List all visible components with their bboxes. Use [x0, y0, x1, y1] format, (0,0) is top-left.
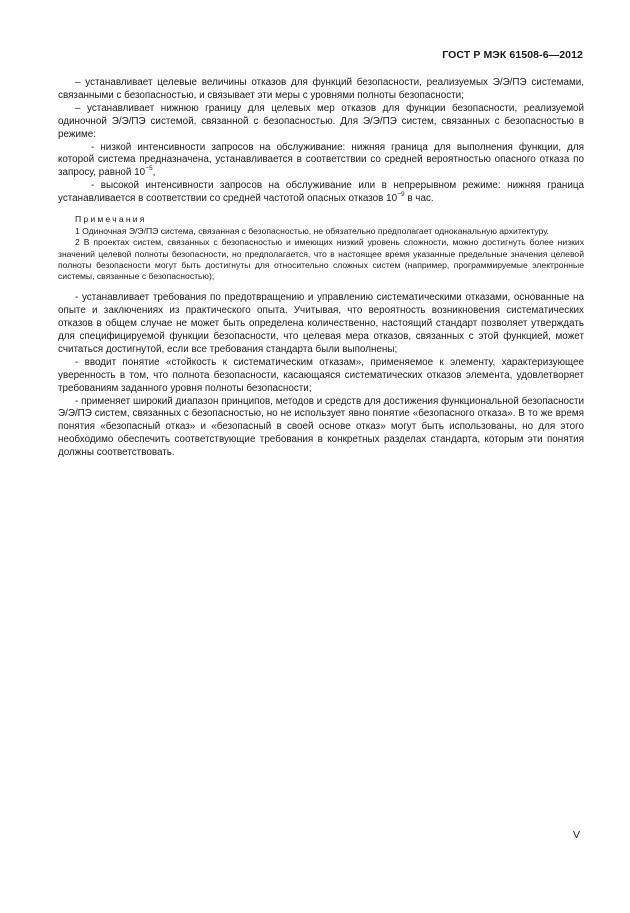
- standard-header: ГОСТ Р МЭК 61508-6—2012: [442, 49, 583, 61]
- page-number: V: [572, 829, 580, 841]
- paragraph-systematic-requirements: - устанавливает требования по предотвращению и управлению систематическими отказами, основанные на опыте и заключениях из практического опыта. Учитывая, что вероятность возникновения систематических отказов в общем случае не может быть определена количественно, настоящий стандарт позволяет утверждать для специфицируемой функции безопасности, что целевая мера отказов, связанных с этой функцией, может считаться достигнутой, если все требования стандарта были выполнены;: [58, 292, 584, 355]
- note-2: 2 В проектах систем, связанных с безопасностью и имеющих низкий уровень сложности, можно достигнуть более низких значений целевой полноты безопасности, но предполагается, что в настоящее время указанные предельные значения целевой полноты безопасности могут быть достигнуты для относительно сложных систем (например, программируемые электронные системы, связанные с безопасностью);: [58, 237, 584, 282]
- paragraph-systematic-capability: - вводит понятие «стойкость к систематическим отказам», применяемое к элементу, характеризующее уверенность в том, что полнота безопасности, касающаяся систематических отказов элемента, удовлетворяет требованиям заданного уровня полноты безопасности;: [58, 356, 584, 394]
- high-demand-text: - высокой интенсивности запросов на обслуживание или в непрерывном режиме: нижняя граница устанавливается в соответствии со средней частотой опасных отказов 10: [58, 180, 584, 205]
- systematic-failures-block: [58, 292, 584, 460]
- notes-title: Примечания: [75, 214, 147, 225]
- high-demand-end: в час.: [404, 193, 434, 205]
- low-demand-exponent: −5: [145, 165, 153, 173]
- paragraph-safe-failure: - применяет широкий диапазон принципов, методов и средств для достижения функциональной безопасности Э/Э/ПЭ систем, связанных с безопасностью, но не использует явно понятие «безопасного отказа». В то же время понятия «безопасный отказ» и «безопасный в своей основе отказ» могут быть использованы, но для этого необходимо обеспечить соответствующие требования в конкретных разделах стандарта, которым эти понятия должны соответствовать.: [58, 395, 584, 459]
- body-text: [58, 77, 584, 460]
- low-demand-end: ,: [152, 167, 156, 179]
- notes-block: [58, 214, 584, 282]
- note-1: 1 Одиночная Э/Э/ПЭ система, связанная с безопасностью, не обязательно предполагает одноканальную архитектуру.: [75, 226, 550, 237]
- paragraph-target-failure-values: – устанавливает целевые величины отказов для функций безопасности, реализуемых Э/Э/ПЭ системами, связанными с безопасностью, и связывает эти меры с уровнями полноты безопасности;: [58, 77, 584, 101]
- paragraph-high-demand-mode: [58, 180, 584, 206]
- paragraph-low-demand-mode: [58, 142, 584, 181]
- low-demand-text: - низкой интенсивности запросов на обслуживание: нижняя граница для выполнения функции, для которой система предназначена, устанавливается в соответствии со средней вероятностью опасного отказа по запросу, равной 10: [58, 141, 584, 179]
- paragraph-lower-bound: – устанавливает нижнюю границу для целевых мер отказов для функции безопасности, реализуемой одиночной Э/Э/ПЭ системой, связанной с безопасностью. Для Э/Э/ПЭ систем, связанных с безопасностью в режиме:: [58, 102, 584, 140]
- high-demand-exponent: −9: [397, 190, 405, 198]
